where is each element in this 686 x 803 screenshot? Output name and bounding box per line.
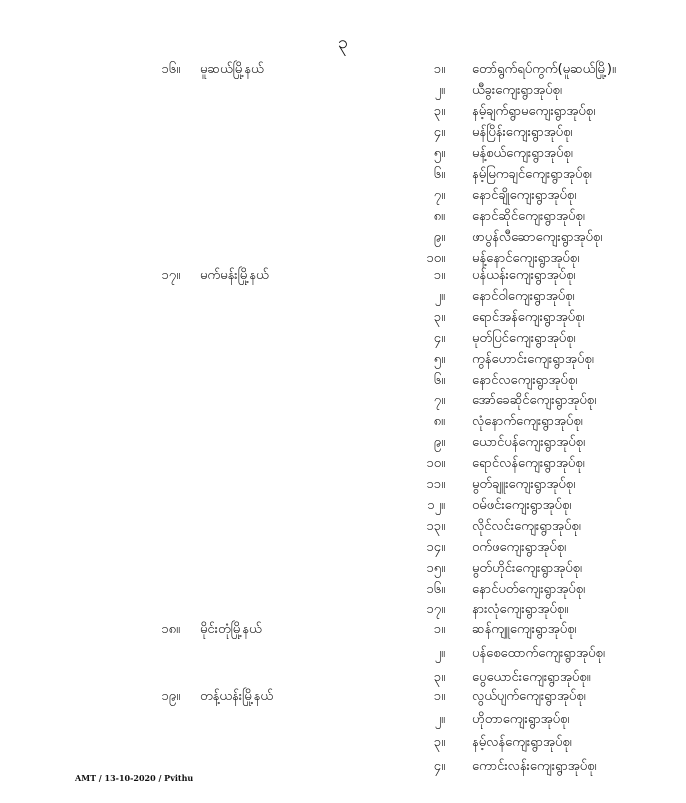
list-item: ရောင်အန်ကျေးရွာအုပ်စု၊ [472,309,585,325]
list-item: ရောင်လန်ကျေးရွာအုပ်စု၊ [472,456,585,472]
township-name: တန့်ယန်းမြို့နယ် [200,689,273,704]
list-item-number: ၉။ [433,435,445,451]
list-item-number: ၁။ [433,62,445,77]
list-item-number: ၃။ [433,735,445,751]
list-item: လုံနောက်ကျေးရွာအုပ်စု၊ [472,414,583,430]
list-item-number: ၁၃။ [426,518,445,534]
list-item-number: ၁၆။ [426,581,445,597]
group-number: ၁၈။ [161,622,180,637]
list-item-number: ၁၀။ [426,456,445,472]
list-item: ပွေယောင်းကျေးရွာအုပ်စု။ [472,670,591,685]
list-item: ဆန်ကျူကျေးရွာအုပ်စု၊ [472,622,577,637]
list-item: ဖာပွန်လီဆောကျေးရွာအုပ်စု၊ [472,230,603,245]
list-item: ပန်စေထောက်ကျေးရွာအုပ်စု၊ [472,646,605,661]
list-item-number: ၄။ [433,758,445,774]
list-item: နောင်ဝါကျေးရွာအုပ်စု၊ [472,288,575,304]
list-item-number: ၁။ [433,622,445,637]
list-item-number: ၁၇။ [426,602,445,618]
list-item-number: ၄။ [433,125,445,140]
list-item: မန်ပြိန်းကျေးရွာအုပ်စု၊ [472,125,573,140]
township-name: မက်မန်းမြို့နယ် [200,268,269,283]
list-item: ကွန်ဟောင်းကျေးရွာအုပ်စု၊ [472,351,594,367]
page-number: ၃ [337,32,349,53]
list-item-number: ၂။ [434,646,445,661]
list-item: ပန်ယန်းကျေးရွာအုပ်စု၊ [472,268,576,283]
list-item-number: ၇။ [433,393,445,409]
list-item: ယီခွးကျေးရွာအုပ်စု၊ [472,83,562,98]
list-item: မုတ်ပြင်ကျေးရွာအုပ်စု၊ [472,330,576,346]
list-item-number: ၁။ [433,689,445,704]
list-item: ယောင်ပန်ကျေးရွာအုပ်စု၊ [472,435,586,451]
list-item: မန့်စယ်ကျေးရွာအုပ်စု၊ [472,146,573,161]
list-item: နမ့်ချက်ရွာမကျေးရွာအုပ်စု၊ [472,104,596,119]
list-item-number: ၂။ [434,288,445,304]
list-item-number: ၃။ [433,670,445,685]
list-item: နောင်ဆိုင်ကျေးရွာအုပ်စု၊ [472,209,585,224]
list-item-number: ၈။ [433,414,445,430]
list-item: မွတ်ချူးကျေးရွာအုပ်စု၊ [472,477,576,492]
list-item-number: ၁၁။ [426,477,445,492]
list-item: မွတ်ဟိုင်းကျေးရွာအုပ်စု၊ [472,560,582,576]
list-item-number: ၆။ [433,372,445,388]
list-item: ဝက်ဖကျေးရွာအုပ်စု၊ [472,539,567,555]
list-item: လိုင်လင်းကျေးရွာအုပ်စု၊ [472,518,581,534]
list-item: ဟိုတာကျေးရွာအုပ်စု၊ [472,712,570,728]
list-item-number: ၁၅။ [426,560,445,576]
group-number: ၁၉။ [161,689,180,704]
group-number: ၁၆။ [161,62,180,77]
list-item-number: ၆။ [433,167,445,182]
township-name: မိုင်းတုံမြို့နယ် [200,622,262,637]
list-item: နောင်ပတ်ကျေးရွာအုပ်စု၊ [472,581,586,597]
list-item: ဝမ်ဖင်းကျေးရွာအုပ်စု၊ [472,497,572,513]
list-item-number: ၂။ [434,83,445,98]
list-item-number: ၁၂။ [427,497,445,513]
list-item: နမ့်လန်ကျေးရွာအုပ်စု၊ [472,735,572,751]
list-item: နမ့်မြကချင်ကျေးရွာအုပ်စု၊ [472,167,592,182]
list-item: နောင်လကျေးရွာအုပ်စု၊ [472,372,578,388]
list-item-number: ၇။ [433,188,445,203]
list-item-number: ၁။ [433,268,445,283]
list-item: မန့်နောင်ကျေးရွာအုပ်စု၊ [472,251,580,266]
list-item-number: ၂။ [434,712,445,728]
list-item-number: ၅။ [433,146,445,161]
list-item-number: ၃။ [433,309,445,325]
township-name: မူဆယ်မြို့နယ် [200,62,264,77]
list-item-number: ၈။ [433,209,445,224]
list-item-number: ၅။ [433,351,445,367]
list-item-number: ၁၄။ [426,539,445,555]
list-item: လွယ်ပျက်ကျေးရွာအုပ်စု၊ [472,689,586,704]
list-item: တော်ရွက်ရပ်ကွက်(မူဆယ်မြို့)။ [472,62,616,77]
list-item-number: ၃။ [433,104,445,119]
list-item: နားလုံကျေးရွာအုပ်စု။ [472,602,569,618]
list-item-number: ၄။ [433,330,445,346]
list-item: အော်ခေဆိုင်ကျေးရွာအုပ်စု၊ [472,393,597,409]
list-item-number: ၉။ [433,230,445,245]
list-item: နောင်ချိုကျေးရွာအုပ်စု၊ [472,188,577,203]
group-number: ၁၇။ [161,268,180,283]
list-item-number: ၁၀။ [426,251,445,266]
footer-note: AMT / 13-10-2020 / Pvithu [75,773,194,783]
list-item: ကောင်းလန်းကျေးရွာအုပ်စု၊ [472,758,597,774]
